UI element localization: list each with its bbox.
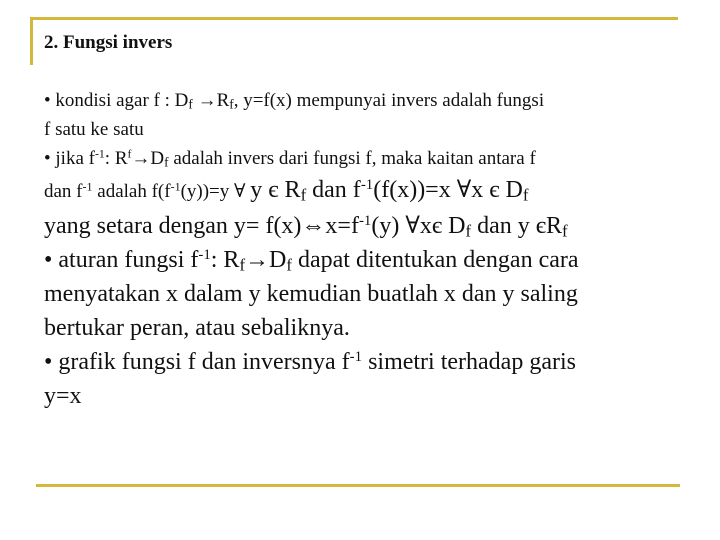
- text-segment: f: [522, 185, 529, 205]
- body-line-5: [44, 209, 684, 243]
- body-line-7: [44, 277, 684, 311]
- bottom-divider: [36, 484, 680, 487]
- text-segment: dan f: [44, 181, 83, 202]
- text-segment: dan f: [306, 177, 361, 203]
- text-segment: adalah invers dari fungsi f, maka kaitan antara f: [168, 148, 536, 169]
- body-line-8: [44, 311, 684, 345]
- text-segment: -1: [82, 179, 93, 194]
- text-segment: f: [239, 255, 246, 275]
- text-segment: simetri terhadap garis: [362, 349, 576, 375]
- text-segment: f: [562, 221, 568, 241]
- text-segment: -1: [94, 147, 105, 161]
- text-segment: →D: [245, 247, 287, 273]
- text-segment: menyatakan x dalam y kemudian buatlah x dan y saling: [44, 281, 578, 307]
- body-line-3: [44, 144, 684, 173]
- slide-body: [44, 86, 684, 413]
- text-segment: • kondisi agar f : D: [44, 90, 189, 111]
- text-segment: y є R: [250, 177, 301, 203]
- text-segment: adalah f(f: [92, 181, 171, 202]
- text-segment: -1: [170, 179, 181, 194]
- text-segment: (f(x))=x ∀x є D: [373, 177, 523, 203]
- text-segment: f: [229, 96, 234, 112]
- top-divider: [30, 17, 678, 20]
- body-line-4: [44, 173, 684, 209]
- left-accent-bar: [30, 17, 33, 65]
- body-line-6: [44, 243, 684, 277]
- text-segment: f: [286, 255, 292, 275]
- slide-title: 2. Fungsi invers: [44, 32, 173, 53]
- text-segment: -1: [198, 246, 211, 263]
- text-segment: : R: [104, 148, 128, 169]
- text-segment: dan y єR: [471, 213, 563, 239]
- text-segment: -1: [358, 212, 372, 229]
- body-line-9: [44, 345, 684, 379]
- body-line-10: [44, 379, 684, 413]
- text-segment: f: [164, 154, 169, 170]
- body-line-1: [44, 86, 684, 115]
- text-segment: • grafik fungsi f dan inversnya f: [44, 349, 350, 375]
- text-segment: f satu ke satu: [44, 119, 144, 140]
- text-segment: f: [465, 221, 472, 241]
- text-segment: bertukar peran, atau sebaliknya.: [44, 315, 350, 341]
- text-segment: -1: [349, 348, 363, 365]
- text-segment: (y))=y ∀: [180, 181, 251, 202]
- text-segment: f: [127, 147, 132, 161]
- text-segment: yang setara dengan y= f(x)⇔x=f: [44, 213, 359, 239]
- text-segment: →D: [131, 148, 165, 169]
- text-segment: f: [188, 96, 193, 112]
- text-segment: , y=f(x) mempunyai invers adalah fungsi: [233, 90, 545, 111]
- text-segment: →R: [192, 90, 230, 111]
- text-segment: dapat ditentukan dengan cara: [291, 247, 579, 273]
- text-segment: : R: [210, 247, 240, 273]
- text-segment: y=x: [44, 383, 82, 409]
- text-segment: • jika f: [44, 148, 95, 169]
- body-line-2: [44, 115, 684, 144]
- text-segment: (y) ∀xє D: [371, 213, 466, 239]
- text-segment: f: [300, 185, 307, 205]
- text-segment: -1: [360, 176, 374, 193]
- text-segment: • aturan fungsi f: [44, 247, 199, 273]
